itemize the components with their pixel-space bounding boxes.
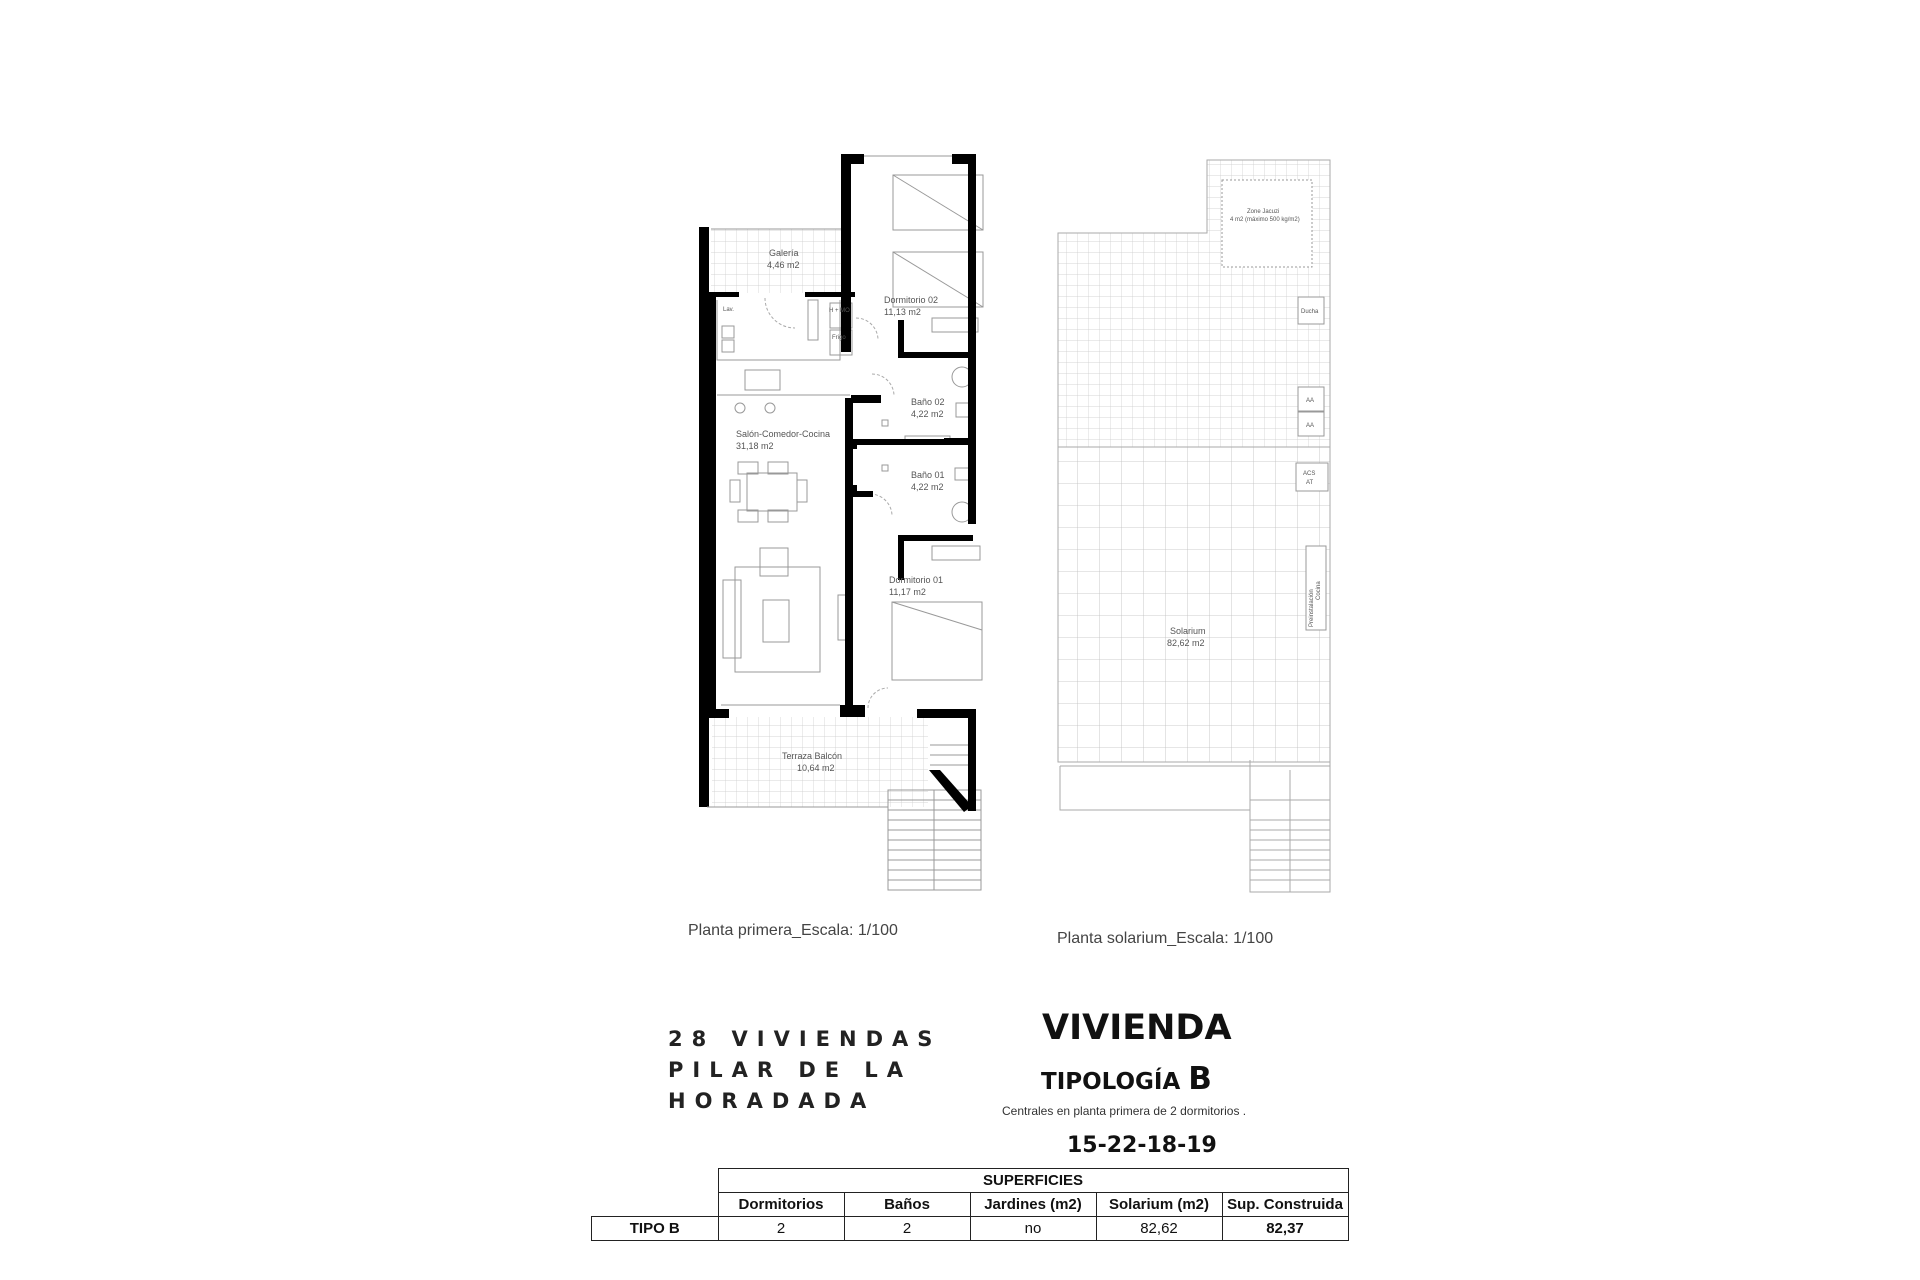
terraza-name: Terraza Balcón (782, 751, 843, 761)
row-label: TIPO B (592, 1217, 719, 1241)
solarium-name: Solarium (1170, 626, 1206, 636)
col-dormitorios: Dormitorios (718, 1193, 844, 1217)
solarium-lower-floor (1058, 447, 1330, 762)
project-line-2: PILAR DE LA (668, 1058, 913, 1082)
galeria-name: Galería (769, 248, 799, 258)
dormitorio01-name: Dormitorio 01 (889, 575, 944, 585)
solarium-area: 82,62 m2 (1167, 638, 1205, 648)
salon-area: 31,18 m2 (736, 441, 774, 451)
table-row (592, 1217, 1349, 1241)
tipologia-description: Centrales en planta primera de 2 dormitorios . (1002, 1104, 1247, 1118)
bano01-name: Baño 01 (911, 470, 945, 480)
hmo-label: H + MO (829, 308, 850, 314)
dormitorio01-area: 11,17 m2 (889, 587, 926, 597)
bano01-area: 4,22 m2 (911, 482, 944, 492)
frigo-label: Frigo (832, 335, 846, 341)
unit-code: 15-22-18-19 (1067, 1133, 1217, 1158)
jacuzzi-name: Zone Jacuzi (1247, 209, 1280, 215)
tipologia-letter: B (1188, 1061, 1212, 1097)
at-label: AT (1306, 480, 1314, 486)
acs-label: ACS (1303, 471, 1316, 477)
lav-label: Lav. (723, 307, 734, 313)
project-line-3: HORADADA (668, 1089, 876, 1113)
cell-dormitorios: 2 (718, 1217, 844, 1241)
col-banos: Baños (844, 1193, 970, 1217)
jacuzzi-zone (1222, 180, 1312, 267)
bano02-area: 4,22 m2 (911, 409, 944, 419)
cell-jardines: no (970, 1217, 1096, 1241)
cocina-label: Cocina (1316, 581, 1322, 600)
cell-sup-construida: 82,37 (1222, 1217, 1348, 1241)
dormitorio02-area: 11,13 m2 (884, 307, 921, 317)
planta-solarium-caption: Planta solarium_Escala: 1/100 (1057, 930, 1274, 947)
jacuzzi-note: 4 m2 (máximo 500 kg/m2) (1230, 217, 1300, 223)
terraza-floor (712, 717, 928, 807)
superficies-table (591, 1168, 1349, 1241)
tipologia-title (1041, 1061, 1212, 1097)
project-name (668, 1024, 941, 1117)
project-line-1: 28 VIVIENDAS (668, 1027, 942, 1051)
col-solarium: Solarium (m2) (1096, 1193, 1222, 1217)
terraza-area: 10,64 m2 (797, 763, 835, 773)
dormitorio02-name: Dormitorio 02 (884, 295, 939, 305)
galeria-area: 4,46 m2 (767, 260, 800, 270)
ducha-label: Ducha (1301, 309, 1319, 315)
aa-label-1: AA (1306, 398, 1315, 404)
cell-banos: 2 (844, 1217, 970, 1241)
aa-label-2: AA (1306, 423, 1315, 429)
planta-solarium (1058, 160, 1330, 892)
col-sup-construida: Sup. Construida (1222, 1193, 1348, 1217)
preinstalacion-label: Preinstalación (1309, 589, 1315, 627)
salon-name: Salón-Comedor-Cocina (736, 429, 831, 439)
tipologia-label: TIPOLOGÍA (1041, 1069, 1181, 1095)
col-jardines: Jardines (m2) (970, 1193, 1096, 1217)
bano02-name: Baño 02 (911, 397, 945, 407)
superficies-header: SUPERFICIES (718, 1169, 1348, 1193)
cell-solarium: 82,62 (1096, 1217, 1222, 1241)
vivienda-title: VIVIENDA (1042, 1008, 1232, 1048)
planta-primera (699, 154, 983, 890)
planta-primera-caption: Planta primera_Escala: 1/100 (688, 922, 898, 939)
